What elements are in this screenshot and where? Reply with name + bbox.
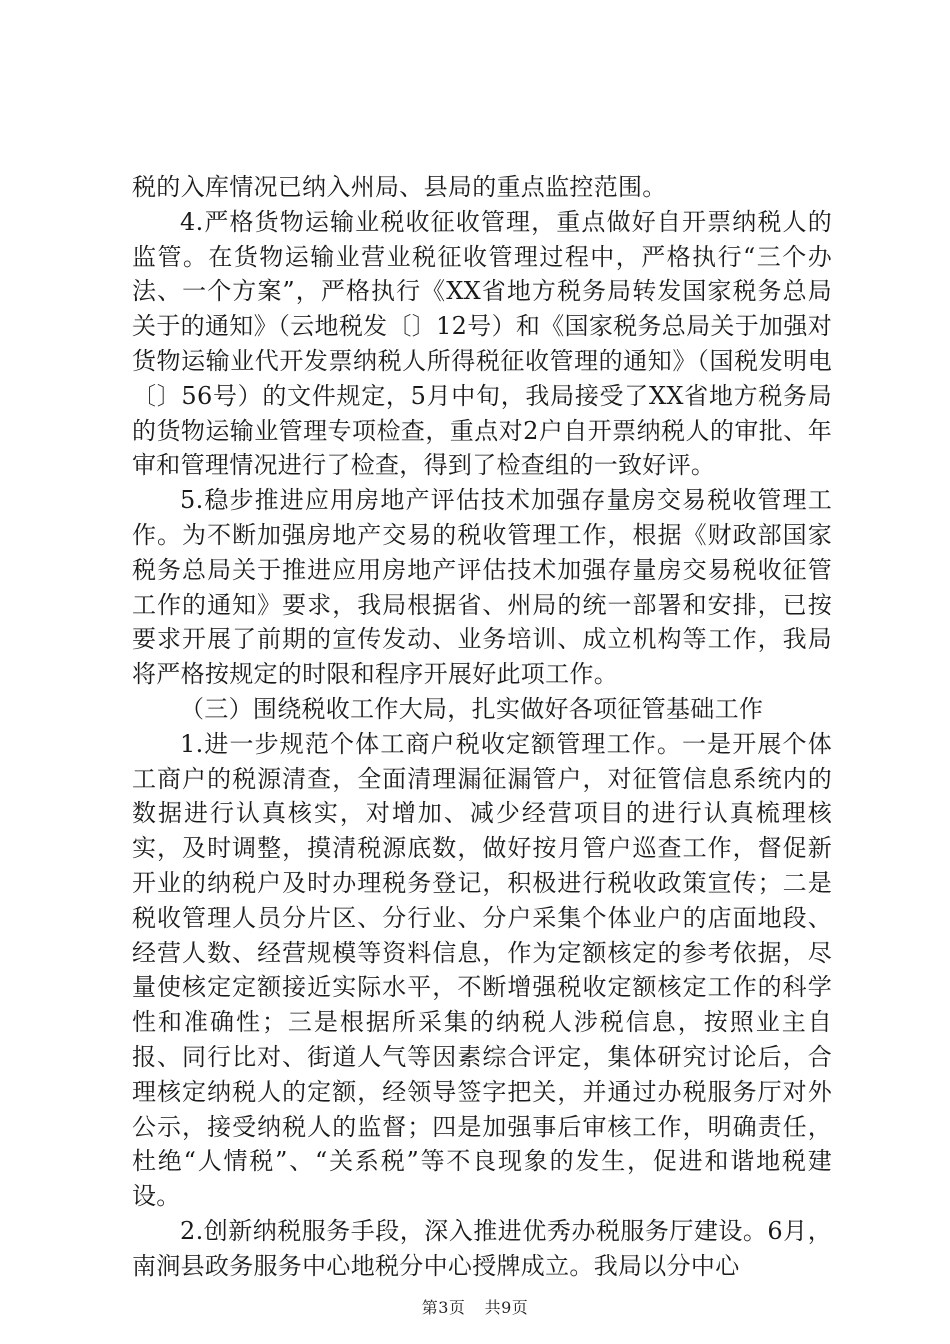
page-total: 共9页 <box>484 1298 529 1317</box>
page-number: 第3页 <box>421 1298 466 1317</box>
paragraph-item-2: 2.创新纳税服务手段，深入推进优秀办税服务厅建设。6月，南涧县政务服务中心地税分中心授牌成立。我局以分中心 <box>132 1216 832 1280</box>
section-heading-3: （三）围绕税收工作大局，扎实做好各项征管基础工作 <box>180 694 764 723</box>
page-footer <box>0 1298 950 1318</box>
document-body <box>132 170 832 1284</box>
paragraph-item-4: 4.严格货物运输业税收征收管理，重点做好自开票纳税人的监管。在货物运输业营业税征收管理过程中，严格执行“三个办法、一个方案”，严格执行《XX省地方税务局转发国家税务总局关于的通知》（云地税发〔〕12号）和《国家税务总局关于加强对货物运输业代开发票纳税人所得税征收管理的通知》（国税发明电〔〕56号）的文件规定，5月中旬，我局接受了XX省地方税务局的货物运输业管理专项检查，重点对2户自开票纳税人的审批、年审和管理情况进行了检查，得到了检查组的一致好评。 <box>132 207 832 480</box>
paragraph-item-5: 5.稳步推进应用房地产评估技术加强存量房交易税收管理工作。为不断加强房地产交易的税收管理工作，根据《财政部国家税务总局关于推进应用房地产评估技术加强存量房交易税收征管工作的通知》要求，我局根据省、州局的统一部署和安排，已按要求开展了前期的宣传发动、业务培训、成立机构等工作，我局将严格按规定的时限和程序开展好此项工作。 <box>132 486 832 689</box>
paragraph-continuation: 税的入库情况已纳入州局、县局的重点监控范围。 <box>132 173 667 201</box>
paragraph-item-1: 1.进一步规范个体工商户税收定额管理工作。一是开展个体工商户的税源清查，全面清理漏征漏管户，对征管信息系统内的数据进行认真核实，对增加、减少经营项目的进行认真梳理核实，及时调整，摸清税源底数，做好按月管户巡查工作，督促新开业的纳税户及时办理税务登记，积极进行税收政策宣传；二是税收管理人员分片区、分行业、分户采集个体业户的店面地段、经营人数、经营规模等资料信息，作为定额核定的参考依据，尽量使核定定额接近实际水平，不断增强税收定额核定工作的科学性和准确性；三是根据所采集的纳税人涉税信息，按照业主自报、同行比对、街道人气等因素综合评定，集体研究讨论后，合理核定纳税人的定额，经领导签字把关，并通过办税服务厅对外公示，接受纳税人的监督；四是加强事后审核工作，明确责任，杜绝“人情税”、“关系税”等不良现象的发生，促进和谐地税建设。 <box>132 729 832 1211</box>
